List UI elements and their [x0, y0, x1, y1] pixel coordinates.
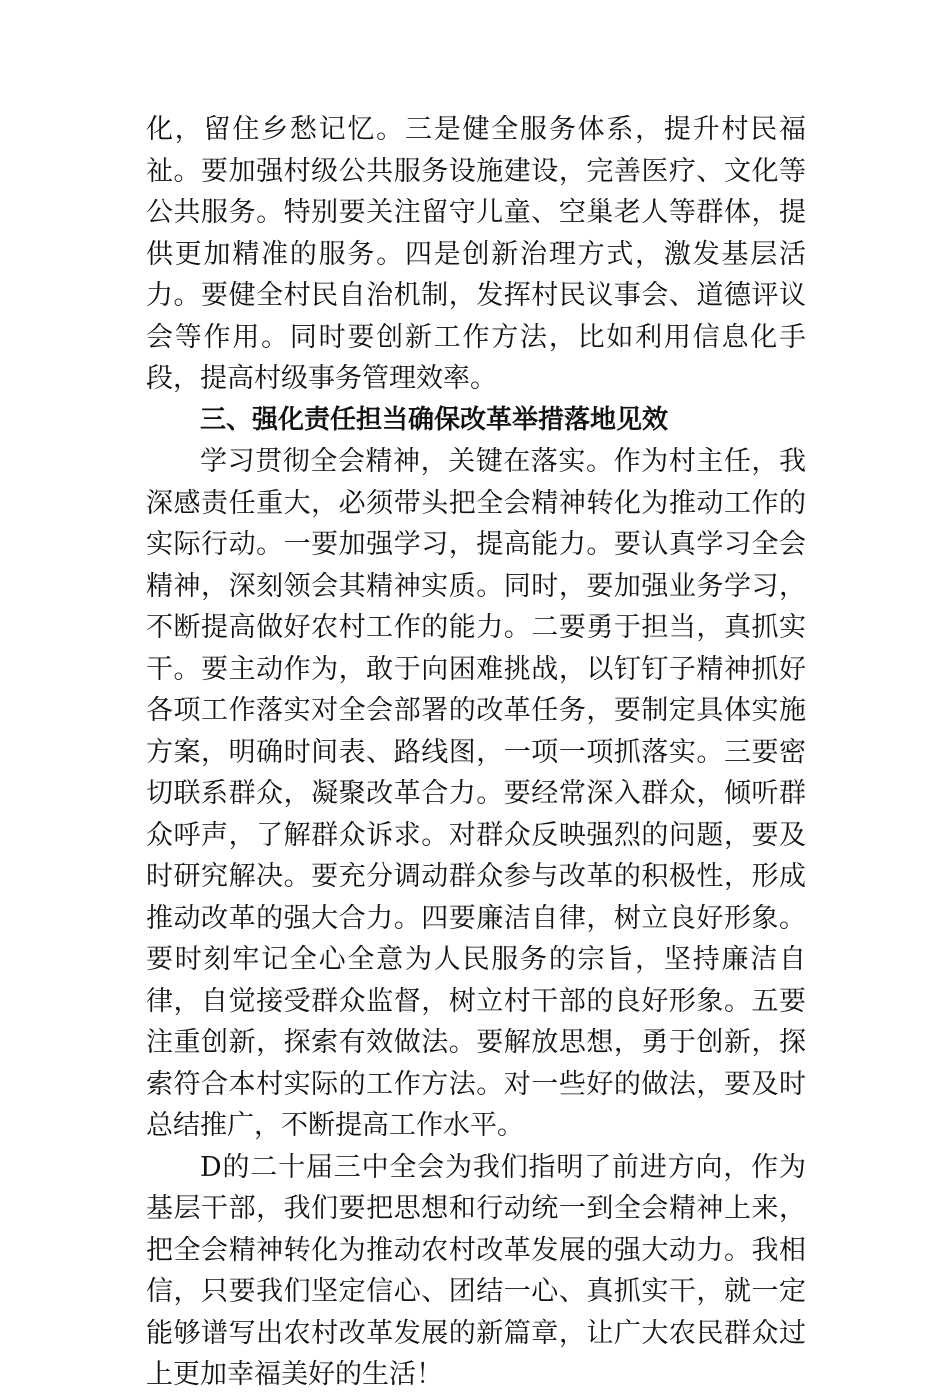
- paragraph-conclusion: D的二十届三中全会为我们指明了前进方向，作为基层干部，我们要把思想和行动统一到全会精神上来，把全会精神转化为推动农村改革发展的强大动力。我相信，只要我们坚定信心、团结一心、真抓实干，就一定能够谱写出农村改革发展的新篇章，让广大农民群众过上更加幸福美好的生活！: [146, 1151, 806, 1390]
- document-body: [146, 109, 806, 1396]
- paragraph-implementation: 学习贯彻全会精神，关键在落实。作为村主任，我深感责任重大，必须带头把全会精神转化为推动工作的实际行动。一要加强学习，提高能力。要认真学习全会精神，深刻领会其精神实质。同时，要加强业务学习，不断提高做好农村工作的能力。二要勇于担当，真抓实干。要主动作为，敢于向困难挑战，以钉钉子精神抓好各项工作落实对全会部署的改革任务，要制定具体实施方案，明确时间表、路线图，一项一项抓落实。三要密切联系群众，凝聚改革合力。要经常深入群众，倾听群众呼声，了解群众诉求。对群众反映强烈的问题，要及时研究解决。要充分调动群众参与改革的积极性，形成推动改革的强大合力。四要廉洁自律，树立良好形象。要时刻牢记全心全意为人民服务的宗旨，坚持廉洁自律，自觉接受群众监督，树立村干部的良好形象。五要注重创新，探索有效做法。要解放思想，勇于创新，探索符合本村实际的工作方法。对一些好的做法，要及时总结推广，不断提高工作水平。: [146, 446, 806, 1141]
- section-heading: 三、强化责任担当确保改革举措落地见效: [200, 404, 669, 435]
- paragraph-continuation: 化，留住乡愁记忆。三是健全服务体系，提升村民福祉。要加强村级公共服务设施建设，完善医疗、文化等公共服务。特别要关注留守儿童、空巢老人等群体，提供更加精准的服务。四是创新治理方式，激发基层活力。要健全村民自治机制，发挥村民议事会、道德评议会等作用。同时要创新工作方法，比如利用信息化手段，提高村级事务管理效率。: [146, 114, 806, 394]
